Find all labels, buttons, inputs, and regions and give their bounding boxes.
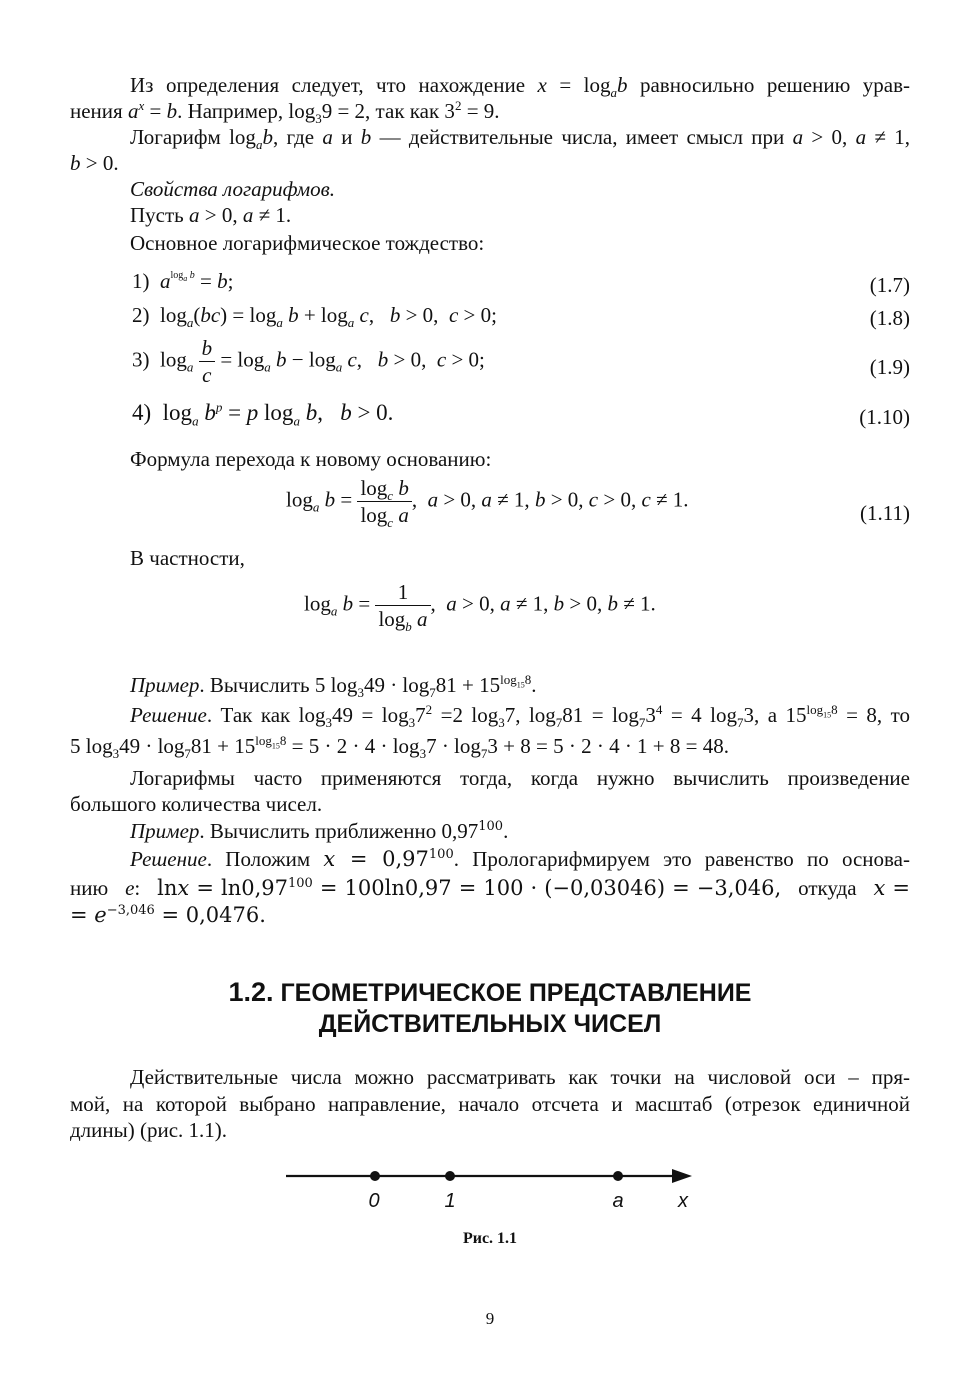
section-heading-line2: ДЕЙСТВИТЕЛЬНЫХ ЧИСЕЛ xyxy=(318,1010,662,1038)
equation-number-1-7: (1.7) xyxy=(869,273,910,297)
section-intro-line3: длины) (рис. 1.1). xyxy=(70,1118,228,1142)
equation-1-10: 4) $\log_a b^p = p$ $\log_a b$, b > 0. xyxy=(132,399,394,429)
paragraph-domain-line2: b > 0. xyxy=(70,151,119,175)
equation-number-1-10: (1.10) xyxy=(859,405,910,429)
equation-1-7: 1) $a^{log_a b} = b$; xyxy=(132,269,234,293)
equation-1-9: 3) $\log_a$ $\frac{b}{c}$ = $\log_a b - \log_a c$, b > 0, c > 0; xyxy=(132,336,485,387)
paragraph-definition-line2: нения $a^x = b$. Например, $\log_39 = 2$, так как $3^2 = 9$. xyxy=(70,98,500,127)
equation-reciprocal: $\log_a b$ = $\frac{1}{\log_b a}$ , a > 0, a ≠ 1, b > 0, b ≠ 1. xyxy=(304,580,656,635)
solution-2-line2: нию e: $\ln x = \ln 0,97^{100} = 100\ln 0,97 = 100 \cdot (-0,03046) = -3,046$, откуда x = xyxy=(70,876,911,900)
solution-2-line1: Решение. Положим $x = 0,97^{100}$. Прологарифмируем это равенство по основа- xyxy=(130,847,910,871)
section-intro-line2: мой, на которой выбрано направление, начало отсчета и масштаб (отрезок единичной xyxy=(70,1092,910,1116)
point-one xyxy=(445,1171,455,1181)
change-base-intro: Формула перехода к новому основанию: xyxy=(130,447,492,471)
point-a xyxy=(613,1171,623,1181)
equation-number-1-11: (1.11) xyxy=(860,501,910,525)
solution-2-line3: = $e^{-3,046} = 0,0476$. xyxy=(70,903,266,927)
equation-1-8: 2) $\log_a(bc) = \log_a b + \log_a c$, b > 0, c > 0; xyxy=(132,303,497,331)
properties-title: Свойства логарифмов. xyxy=(130,177,336,201)
paragraph-definition-line1: Из определения следует, что нахождение $x = \log_ab$ равносильно решению урав- xyxy=(130,73,911,101)
axis-arrow-icon xyxy=(672,1169,692,1183)
number-line-figure xyxy=(280,1160,710,1220)
paragraph-logs-line1: Логарифмы часто применяются тогда, когда нужно вычислить произведение xyxy=(130,766,910,790)
solution-1-line2: 5 $\log_349 \cdot \log_781 + 15^{log_{15}8} = 5 \cdot 2 \cdot 4 \cdot \log_37 \cdot \log_73 + 8 = 5 \cdot 2 \cdot 4 \cdot 1 + 8 = 48$. xyxy=(70,733,729,762)
label-zero: 0 xyxy=(368,1190,380,1212)
paragraph-logs-line2: большого количества чисел. xyxy=(70,792,323,816)
label-a: a xyxy=(612,1190,624,1212)
equation-1-11: $\log_a b$ = $\frac{\log_c b}{\log_c a}$ , a > 0, a ≠ 1, b > 0, c > 0, c ≠ 1. xyxy=(286,476,689,531)
section-heading-line1: 1.2. ГЕОМЕТРИЧЕСКОЕ ПРЕДСТАВЛЕНИЕ xyxy=(228,977,752,1007)
point-zero xyxy=(370,1171,380,1181)
label-x: x xyxy=(678,1190,688,1212)
let-condition: Пусть a > 0, a ≠ 1. xyxy=(130,203,292,227)
section-intro-line1: Действительные числа можно рассматривать как точки на числовой оси – пря- xyxy=(130,1065,910,1089)
paragraph-domain-line1: Логарифм $\log_ab$, где a и b — действительные числа, имеет смысл при a > 0, a ≠ 1, xyxy=(130,125,911,153)
figure-caption: Рис. 1.1 xyxy=(462,1230,518,1247)
in-particular: В частности, xyxy=(130,546,245,570)
equation-number-1-9: (1.9) xyxy=(869,355,910,379)
equation-number-1-8: (1.8) xyxy=(869,306,910,330)
example-2: Пример. Вычислить приближенно 0,97$^{100}$. xyxy=(130,819,509,843)
page-number: 9 xyxy=(485,1309,495,1328)
label-one: 1 xyxy=(444,1190,456,1212)
identity-intro: Основное логарифмическое тождество: xyxy=(130,231,485,255)
solution-1-line1: Решение. Так как $\log_349 = \log_37^2 =2$ $\log_37$, $\log_781 = \log_73^4 = 4$ $\log_73$, а $15^{log_{15}8} = 8$, то xyxy=(130,702,910,731)
example-1: Пример. Вычислить 5 $\log_349 \cdot \log_781 + 15^{log_{15}8}$. xyxy=(130,672,537,701)
